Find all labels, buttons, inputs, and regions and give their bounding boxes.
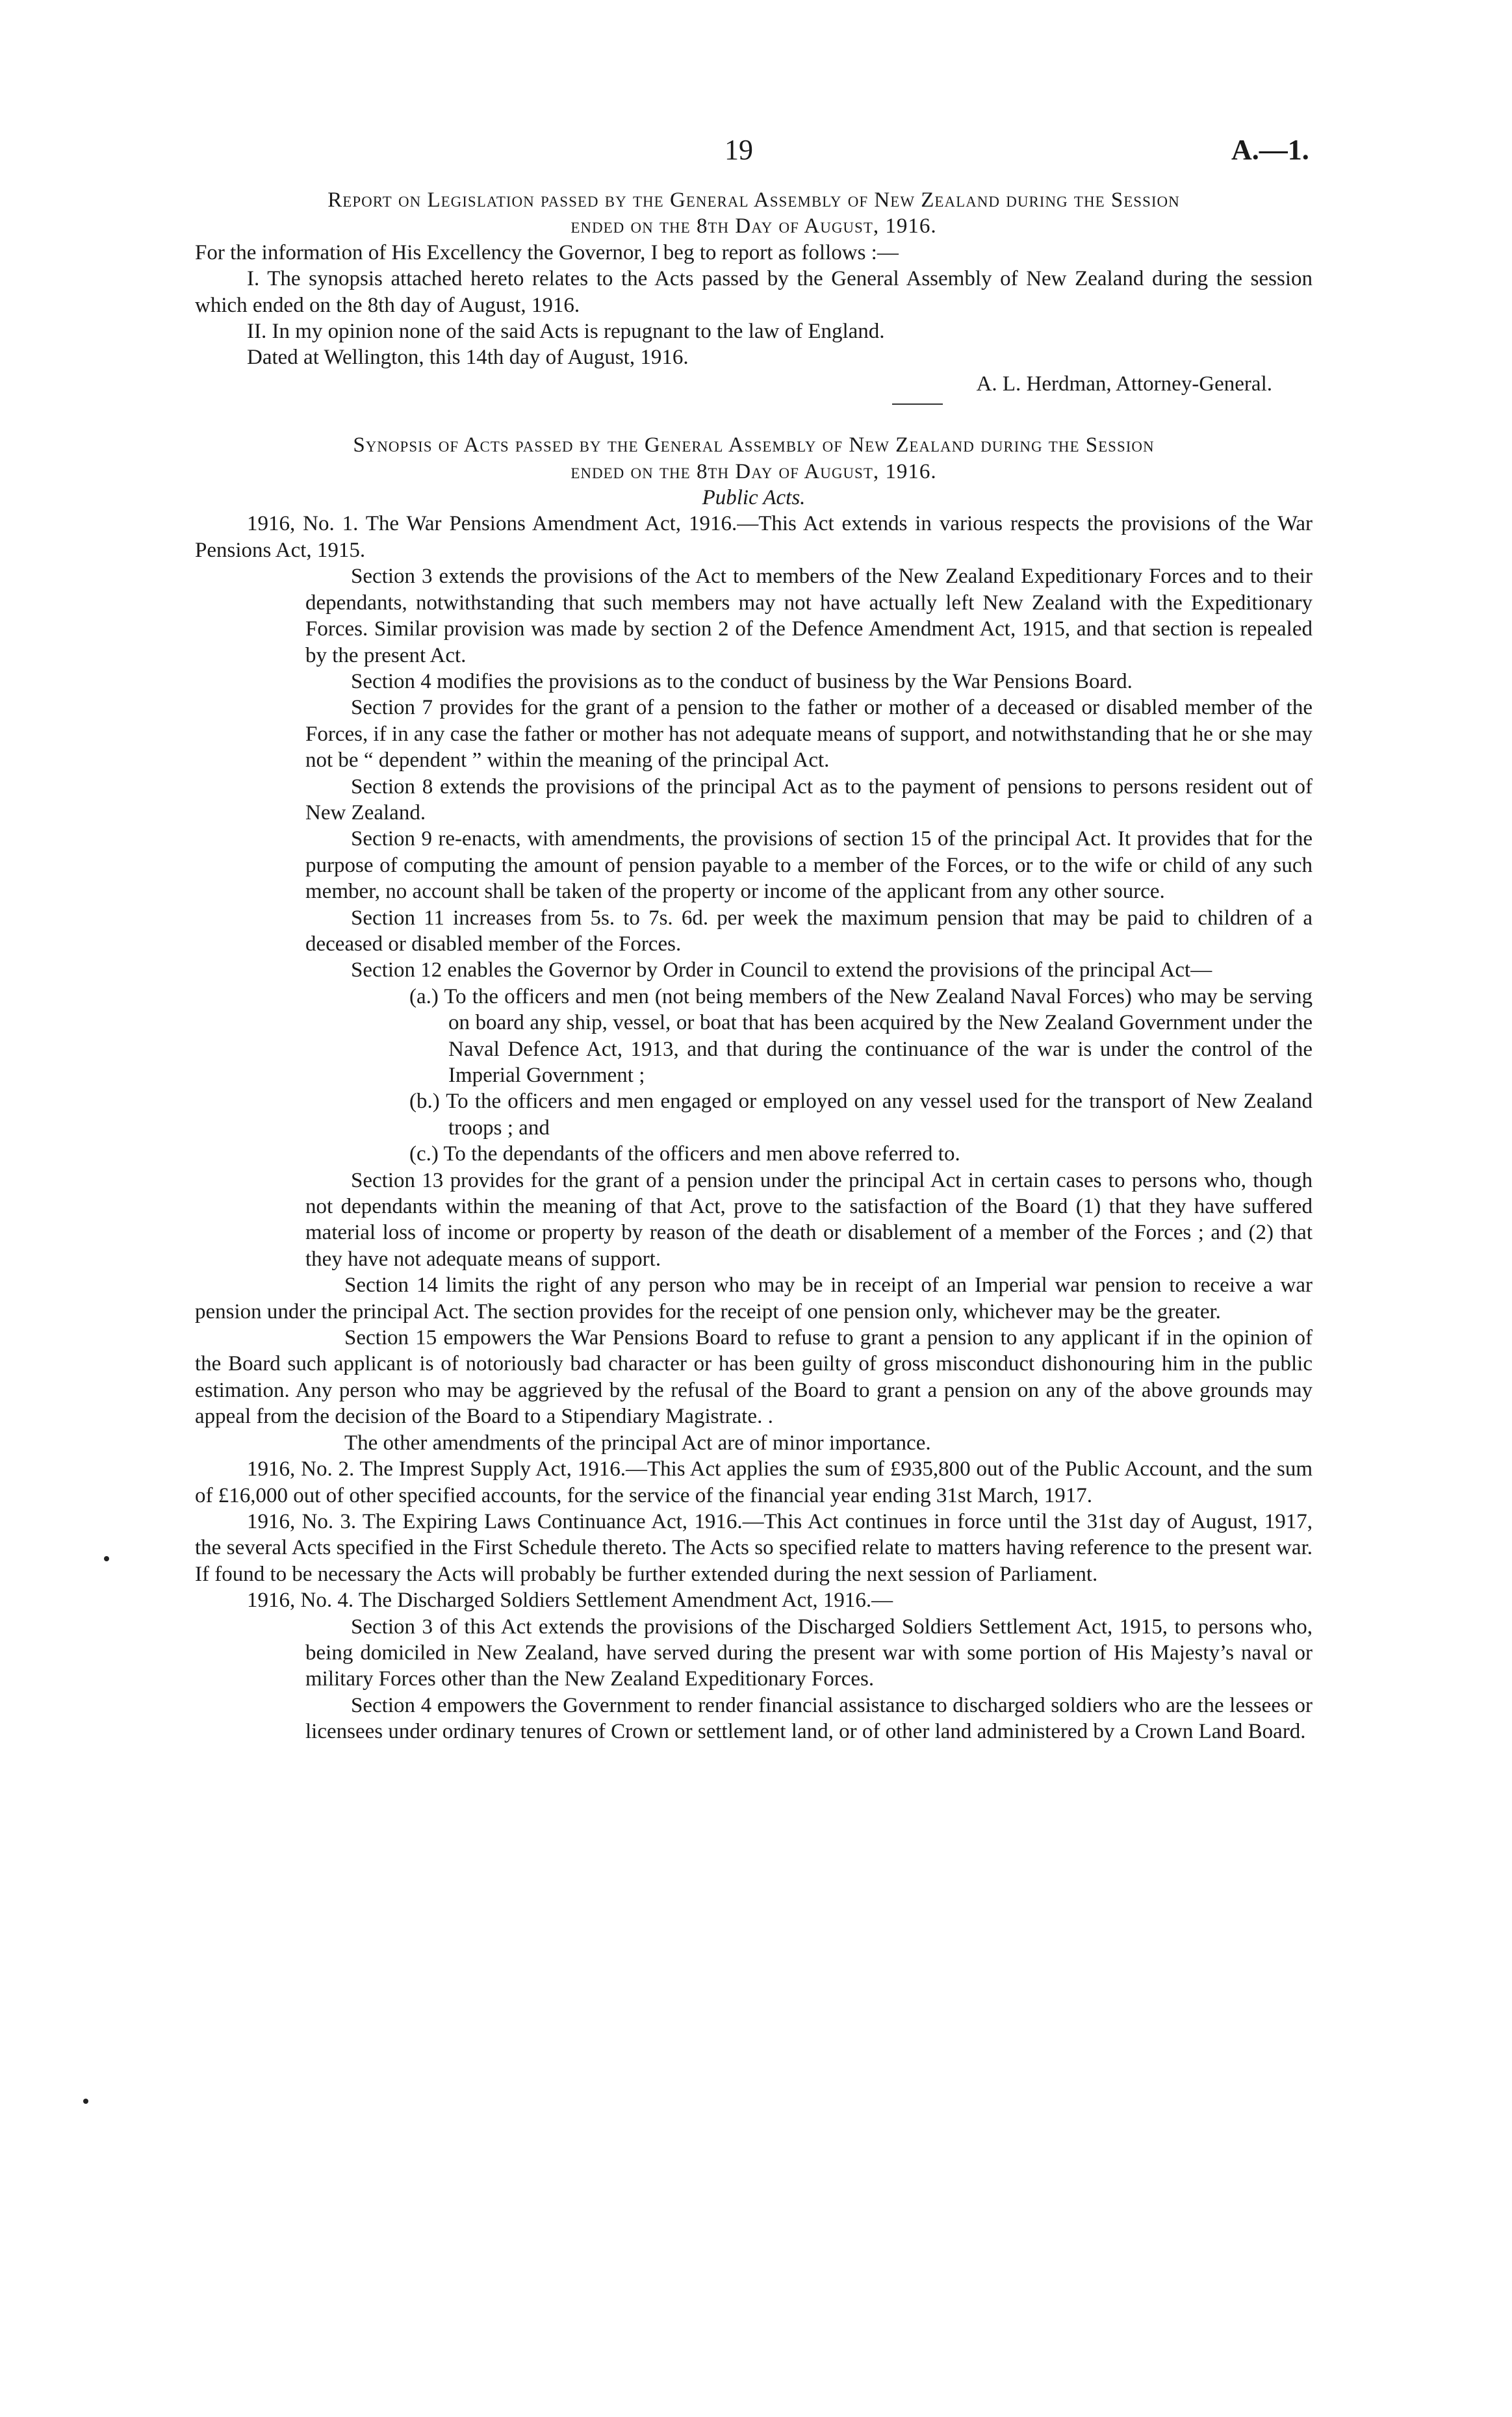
act-1-section-13: Section 13 provides for the grant of a pension under the principal Act in certain cases to persons who, though not dependants within the meaning of that Act, prove to the satisfaction of the Board (1) that they have suffered material loss of income or property by reason of the death or disablement of a member of the Forces ; and (2) that they have not adequate means of support. [305, 1168, 1313, 1271]
act-1-section-15: Section 15 empowers the War Pensions Board to refuse to grant a pension to any applicant if in the opinion of the Board such applicant is of notoriously bad character or has been guilty of gross misconduct dishonouring him in the public estimation. Any person who may be aggrieved by the refusal of the Board to grant a pension on any of the above grounds may appeal from the decision of the Board to a Stipendiary Magistrate. . [195, 1326, 1313, 1429]
synopsis-title-line-1: Synopsis of Acts passed by the General Assembly of New Zealand during the Session [353, 433, 1155, 457]
paper-reference: A.—1. [1231, 134, 1309, 166]
act-4-section-4: Section 4 empowers the Government to render financial assistance to discharged soldiers who are the lessees or licensees under ordinary tenures of Crown or settlement land, or of other land administered by a Crown Land Board. [305, 1693, 1313, 1744]
report-section [195, 187, 1313, 405]
synopsis-section [195, 432, 1313, 1745]
act-4-intro: 1916, No. 4. The Discharged Soldiers Settlement Amendment Act, 1916.— [247, 1589, 893, 1613]
act-1-section-11: Section 11 increases from 5s. to 7s. 6d. per week the maximum pension that may be paid to children of a deceased or disabled member of the Forces. [305, 906, 1313, 956]
act-1916-no-2: 1916, No. 2. The Imprest Supply Act, 1916.—This Act applies the sum of £935,800 out of the Public Account, and the sum of £16,000 out of other specified accounts, for the service of the financial year ending 31st March, 1917. [195, 1457, 1313, 1507]
report-intro: For the information of His Excellency the Governor, I beg to report as follows :— [195, 240, 899, 264]
section-divider [892, 403, 943, 405]
act-1-section-12: Section 12 enables the Governor by Order in Council to extend the provisions of the principal Act— [351, 958, 1212, 982]
report-point-2: II. In my opinion none of the said Acts is repugnant to the law of England. [247, 320, 885, 344]
synopsis-title-line-2: ended on the 8th Day of August, 1916. [570, 459, 937, 483]
spacer [195, 413, 1313, 432]
synopsis-subtitle: Public Acts. [702, 486, 806, 510]
report-dated: Dated at Wellington, this 14th day of August, 1916. [247, 346, 689, 370]
page-header [0, 133, 1512, 172]
act-1-other-amendments: The other amendments of the principal Act are of minor importance. [344, 1431, 931, 1455]
act-1-section-4: Section 4 modifies the provisions as to the conduct of business by the War Pensions Board. [351, 669, 1133, 693]
act-1-section-12-c: (c.) To the dependants of the officers and men above referred to. [409, 1142, 960, 1166]
act-1916-no-4 [195, 1587, 1313, 1745]
act-1916-no-3: 1916, No. 3. The Expiring Laws Continuance Act, 1916.—This Act continues in force until the 31st day of August, 1917, the several Acts specified in the First Schedule thereto. The Acts so specified relate to matters having reference to the present war. If found to be necessary the Acts will probably be further extended during the next session of Parliament. [195, 1509, 1313, 1586]
act-1-section-3: Section 3 extends the provisions of the Act to members of the New Zealand Expeditionary Forces and to their dependants, notwithstanding that such members may not have actually left New Zealand with the Expeditionary Forces. Similar provision was made by section 2 of the Defence Amendment Act, 1915, and that section is repealed by the present Act. [305, 565, 1313, 667]
report-title-line-2: ended on the 8th Day of August, 1916. [570, 214, 937, 238]
page-body [195, 187, 1313, 1745]
act-1-intro: 1916, No. 1. The War Pensions Amendment Act, 1916.—This Act extends in various respects the provisions of the War Pensions Act, 1915. [195, 512, 1313, 562]
punch-hole-mark [104, 1556, 109, 1561]
act-1-section-14: Section 14 limits the right of any person who may be in receipt of an Imperial war pension to receive a war pension under the principal Act. The section provides for the receipt of one pension only, whichever may be the greater. [195, 1273, 1313, 1324]
act-1-section-8: Section 8 extends the provisions of the principal Act as to the payment of pensions to persons resident out of New Zealand. [305, 774, 1313, 825]
act-1-section-9: Section 9 re-enacts, with amendments, the provisions of section 15 of the principal Act. It provides that for the purpose of computing the amount of pension payable to a member of the Forces, or to the wife or child of any such member, no account shall be taken of the property or income of the applicant from any other source. [305, 827, 1313, 904]
report-title-line-1: Report on Legislation passed by the General Assembly of New Zealand during the Session [327, 188, 1180, 212]
punch-hole-mark [83, 2099, 88, 2104]
report-point-1: I. The synopsis attached hereto relates to the Acts passed by the General Assembly of New Zealand during the session which ended on the 8th day of August, 1916. [195, 267, 1313, 317]
act-4-section-3: Section 3 of this Act extends the provisions of the Discharged Soldiers Settlement Act, 1915, to persons who, being domiciled in New Zealand, have served during the present war with some portion of His Majesty’s naval or military Forces other than the New Zealand Expeditionary Forces. [305, 1615, 1313, 1691]
act-1-section-12-a: (a.) To the officers and men (not being members of the New Zealand Naval Forces) who may be serving on board any ship, vessel, or boat that has been acquired by the New Zealand Government under the Naval Defence Act, 1913, and that during the continuance of the war is under the control of the Imperial Government ; [409, 984, 1313, 1087]
report-signature: A. L. Herdman, Attorney-General. [976, 372, 1272, 396]
page-number: 19 [724, 134, 753, 166]
act-1-section-7: Section 7 provides for the grant of a pension to the father or mother of a deceased or disabled member of the Forces, if in any case the father or mother has not adequate means of support, and notwithstanding that he or she may not be “ dependent ” within the meaning of the principal Act. [305, 696, 1313, 773]
act-1-section-12-b: (b.) To the officers and men engaged or employed on any vessel used for the transport of New Zealand troops ; and [409, 1090, 1313, 1140]
act-1916-no-1 [195, 511, 1313, 1456]
